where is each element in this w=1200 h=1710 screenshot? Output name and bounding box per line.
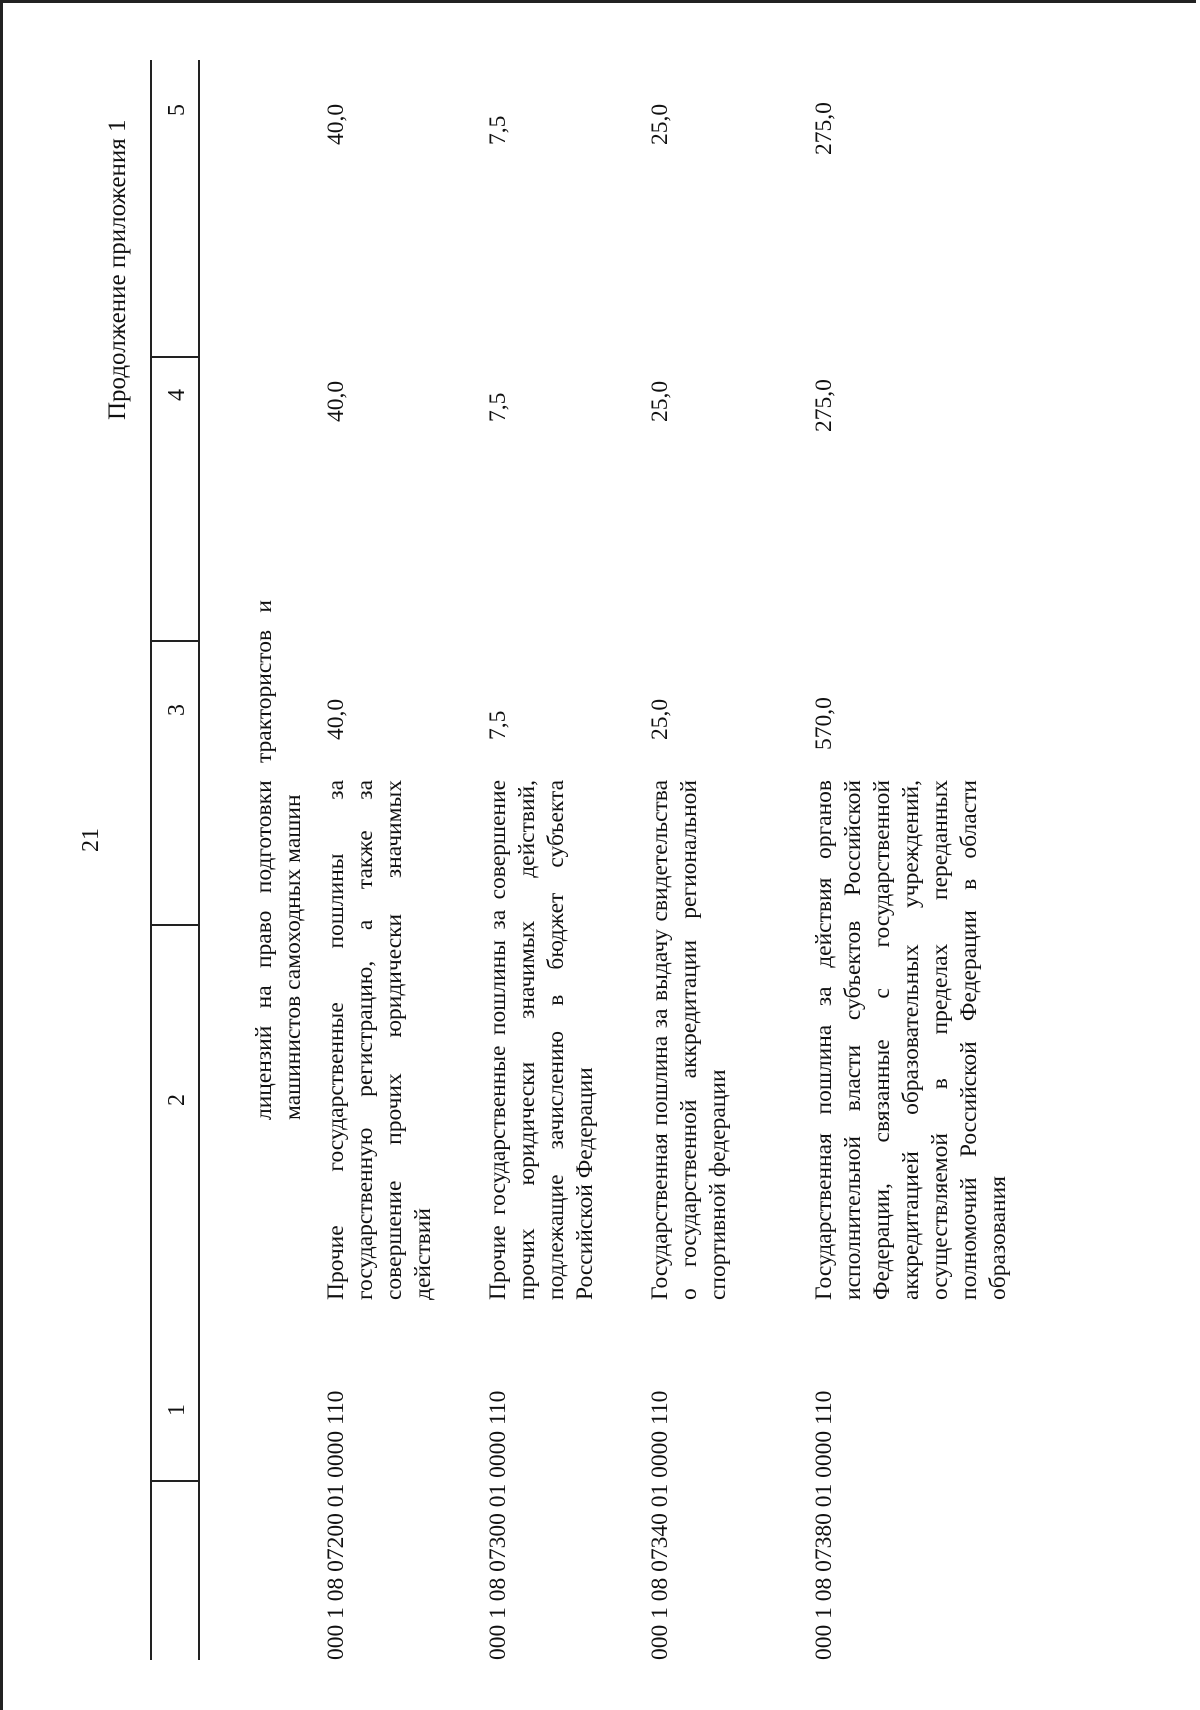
table-row-value-col5: 25,0 (647, 103, 673, 145)
table-row-value-col3: 25,0 (647, 698, 673, 740)
column-header-1: 1 (164, 1404, 190, 1416)
table-row-code: 000 1 08 07300 01 0000 110 (485, 1390, 511, 1660)
table-row-value-col3: 7,5 (485, 710, 511, 740)
table-row-value-col5: 275,0 (811, 102, 837, 155)
table-row-value-col3: 40,0 (323, 698, 349, 740)
table-row-description: Прочие государственные пошлины за совершение прочих юридически значимых действий, подлежащие зачислению в бюджет субъекта Российской Федерации (485, 780, 598, 1300)
table-row-value-col5: 7,5 (485, 115, 511, 145)
table-row-value-col4: 25,0 (647, 380, 673, 422)
header-bottom-line (198, 60, 200, 1660)
table-row-value-col4: 7,5 (485, 392, 511, 422)
column-header-5: 5 (164, 104, 190, 116)
header-divider (150, 1480, 198, 1482)
table-row-description: Прочие государственные пошлины за государственную регистрацию, а также за совершение прочих юридически значимых действий (323, 780, 436, 1300)
table-row-code: 000 1 08 07340 01 0000 110 (647, 1390, 673, 1660)
table-row-value-col5: 40,0 (323, 103, 349, 145)
header-top-line (150, 60, 152, 1660)
table-row-description: лицензий на право подготовки трактористов и машинистов самоходных машин (251, 600, 306, 1120)
table-row-value-col3: 570,0 (811, 697, 837, 750)
table-row-code: 000 1 08 07380 01 0000 110 (811, 1390, 837, 1660)
header-divider (150, 640, 198, 642)
table-row-description: Государственная пошлина за действия органов исполнительной власти субъектов Российской Федерации, связанные с государственной аккредитацией образовательных учреждений, осуществляемой в пределах переданных полномочий Российской Федерации в области образования (811, 780, 1011, 1300)
table-row-description: Государственная пошлина за выдачу свидетельства о государственной аккредитации региональной спортивной федерации (647, 780, 731, 1300)
table-row-value-col4: 40,0 (323, 380, 349, 422)
column-header-3: 3 (164, 704, 190, 716)
table-row-code: 000 1 08 07200 01 0000 110 (323, 1390, 349, 1660)
column-header-2: 2 (164, 1094, 190, 1106)
header-divider (150, 924, 198, 926)
table-row-value-col4: 275,0 (811, 379, 837, 432)
header-divider (150, 356, 198, 358)
continuation-title: Продолжение приложения 1 (104, 119, 131, 420)
page-number: 21 (78, 828, 104, 852)
column-header-4: 4 (164, 389, 190, 401)
